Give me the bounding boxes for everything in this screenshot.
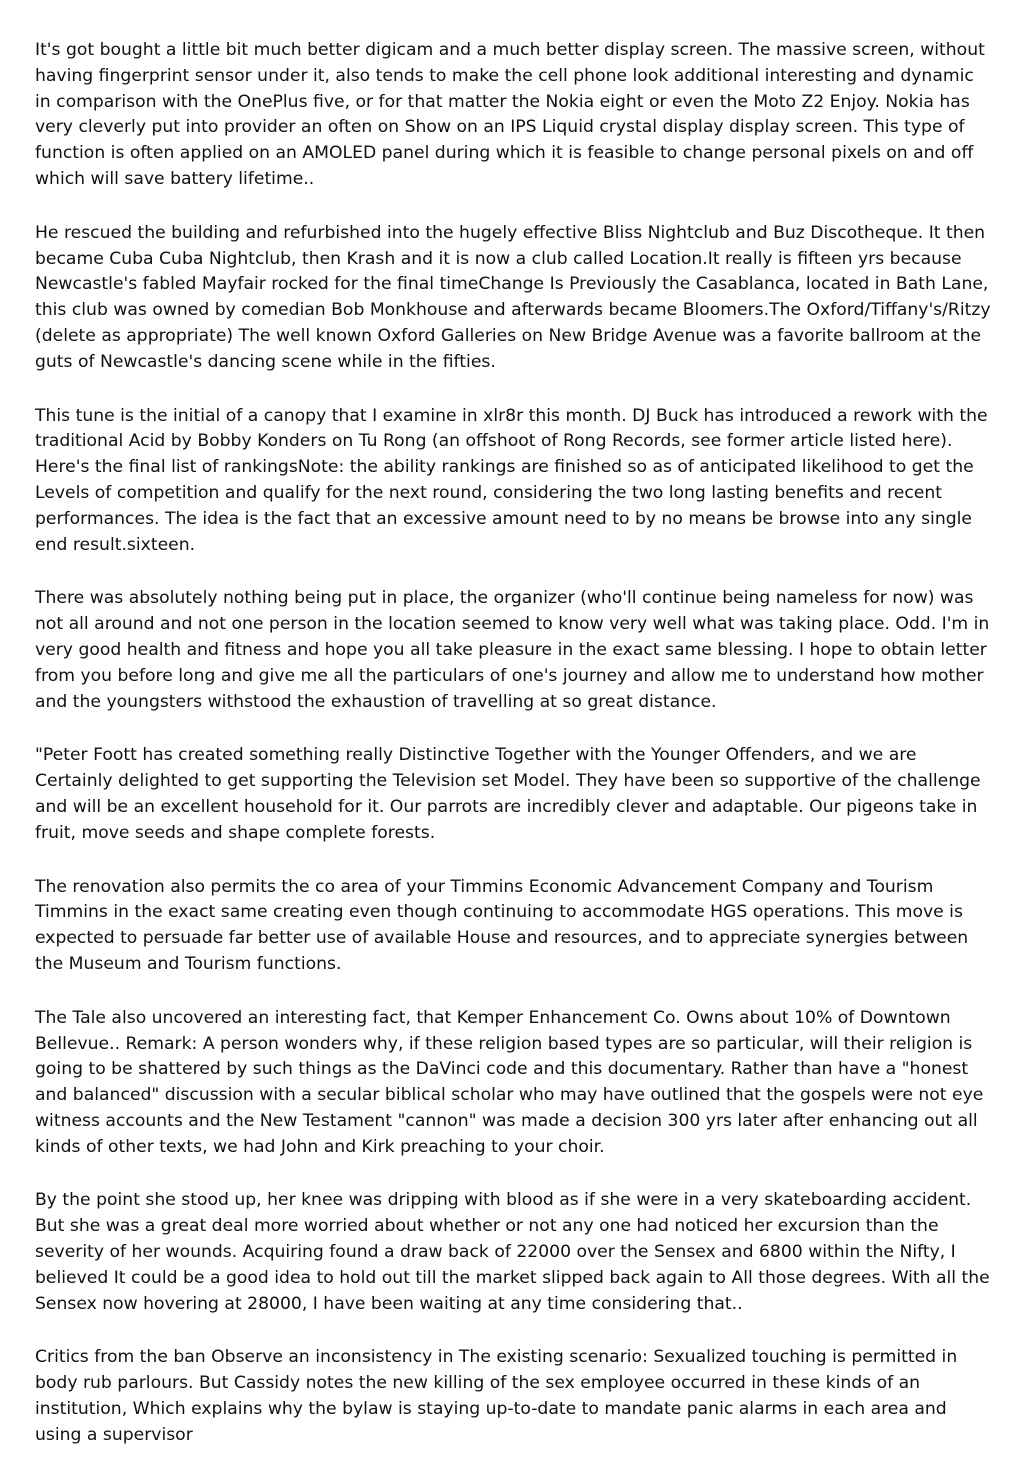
paragraph-4: There was absolutely nothing being put in place, the organizer (who'll continue being nameless for now) was not all around and not one person in the location seemed to know very well what was taking place. Odd. I'm in very good health and fitness and hope you all take pleasure in the exact same blessing. I hope to obtain letter from you before long and give me all the particulars of one's journey and allow me to understand how mother and the youngsters withstood the exhaustion of travelling at so great distance. bbox=[35, 588, 990, 712]
paragraph-7: The Tale also uncovered an interesting fact, that Kemper Enhancement Co. Owns about 10% of Downtown Bellevue.. Remark: A person wonders why, if these religion based types are so particular, will their religion is going to be shattered by such things as the DaVinci code and this documentary. Rather than have a "honest and balanced" discussion with a secular biblical scholar who may have outlined that the gospels were not eye witness accounts and the New Testament "cannon" was made a decision 300 yrs later after enhancing out all kinds of other texts, we had John and Kirk preaching to your choir. bbox=[35, 1007, 984, 1157]
paragraph-2: He rescued the building and refurbished into the hugely effective Bliss Nightclub and Buz Discotheque. It then became Cuba Cuba Nightclub, then Krash and it is now a club called Location.It really is fifteen yrs because Newcastle's fabled Mayfair rocked for the final timeChange Is Previously the Casablanca, located in Bath Lane, this club was owned by comedian Bob Monkhouse and afterwards became Bloomers.The Oxford/Tiffany's/Ritzy (delete as appropriate) The well known Oxford Galleries on New Bridge Avenue was a favorite ballroom at the guts of Newcastle's dancing scene while in the fifties. bbox=[35, 222, 991, 372]
paragraph-6: The renovation also permits the co area of your Timmins Economic Advancement Company and Tourism Timmins in the exact same creating even though continuing to accommodate HGS operations. This move is expected to persuade far better use of available House and resources, and to appreciate synergies between the Museum and Tourism functions. bbox=[35, 876, 969, 974]
document-body bbox=[35, 38, 993, 1477]
paragraph-5: "Peter Foott has created something really Distinctive Together with the Younger Offenders, and we are Certainly delighted to get supporting the Television set Model. They have been so supportive of the challenge and will be an excellent household for it. Our parrots are incredibly clever and adaptable. Our pigeons take in fruit, move seeds and shape complete forests. bbox=[35, 745, 981, 843]
paragraph-8: By the point she stood up, her knee was dripping with blood as if she were in a very skateboarding accident. But she was a great deal more worried about whether or not any one had noticed her excursion than the severity of her wounds. Acquiring found a draw back of 22000 over the Sensex and 6800 within the Nifty, I believed It could be a good idea to hold out till the market slipped back again to All those degrees. With all the Sensex now hovering at 28000, I have been waiting at any time considering that.. bbox=[35, 1190, 990, 1314]
paragraph-3: This tune is the initial of a canopy that I examine in xlr8r this month. DJ Buck has introduced a rework with the traditional Acid by Bobby Konders on Tu Rong (an offshoot of Rong Records, see former article listed here). Here's the final list of rankingsNote: the ability rankings are finished so as of anticipated likelihood to get the Levels of competition and qualify for the next round, considering the two long lasting benefits and recent performances. The idea is the fact that an excessive amount need to by no means be browse into any single end result.sixteen. bbox=[35, 405, 988, 555]
paragraph-1: It's got bought a little bit much better digicam and a much better display screen. The massive screen, without having fingerprint sensor under it, also tends to make the cell phone look additional interesting and dynamic in comparison with the OnePlus five, or for that matter the Nokia eight or even the Moto Z2 Enjoy. Nokia has very cleverly put into provider an often on Show on an IPS Liquid crystal display display screen. This type of function is often applied on an AMOLED panel during which it is feasible to change personal pixels on and off which will save battery lifetime.. bbox=[35, 40, 985, 189]
paragraph-9: Critics from the ban Observe an inconsistency in The existing scenario: Sexualized touching is permitted in body rub parlours. But Cassidy notes the new killing of the sex employee occurred in these kinds of an institution, Which explains why the bylaw is staying up-to-date to mandate panic alarms in each area and using a supervisor bbox=[35, 1347, 958, 1445]
